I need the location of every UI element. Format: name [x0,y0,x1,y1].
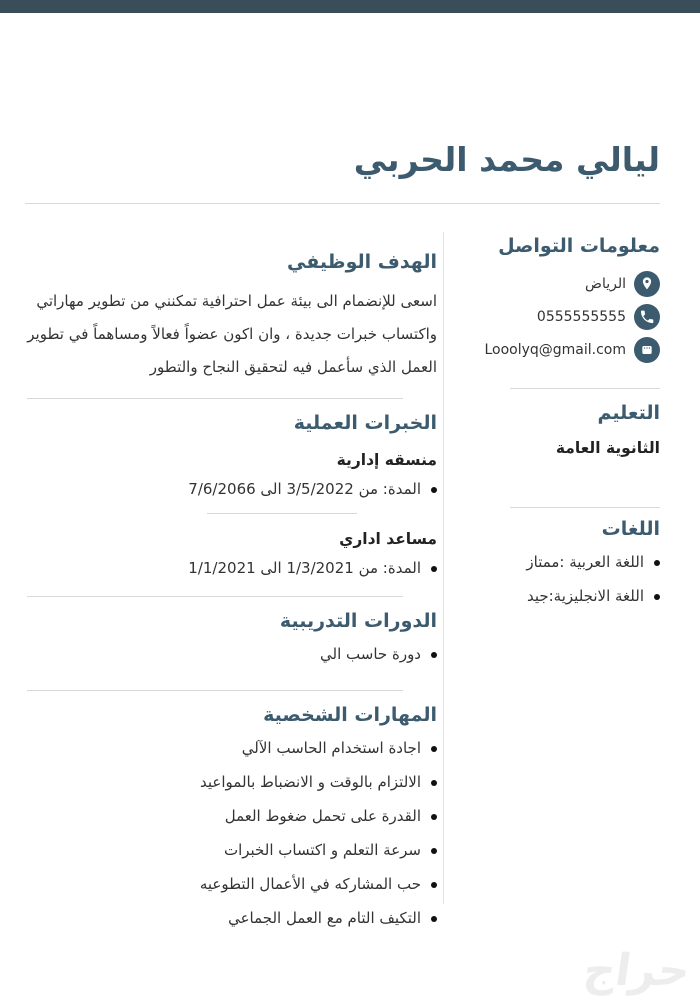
bullet-dot-icon [431,780,437,786]
courses-section-title: الدورات التدريبية [279,610,437,633]
skills-divider [27,690,403,691]
list-item [27,738,437,759]
job-duration: المدة: من 3/5/2022 الى 7/6/2066 [188,480,421,499]
content-columns [0,204,700,942]
job-separator [207,513,357,514]
job-title: مساعد اداري [339,530,437,549]
list-item [463,586,660,607]
contact-row-email [463,337,660,363]
education-divider [510,388,660,389]
skill-item: القدرة على تحمل ضغوط العمل [224,806,421,825]
contact-phone-text: 0555555555 [536,308,626,325]
bullet-dot-icon [654,560,660,566]
skills-list [27,738,437,929]
location-pin-icon [634,271,660,297]
bullet-dot-icon [431,487,437,493]
education-section-title: التعليم [597,401,660,424]
bullet-dot-icon [431,814,437,820]
bullet-dot-icon [431,566,437,572]
skill-item: اجادة استخدام الحاسب الآلي [241,738,421,757]
list-item [27,840,437,861]
job-duration: المدة: من 1/3/2021 الى 1/1/2021 [188,559,421,578]
list-item [27,644,437,665]
languages-list [463,552,660,607]
haraj-watermark: حراج [580,945,694,996]
education-degree: الثانوية العامة [555,439,660,458]
experience-divider [27,398,403,399]
contact-section-title: معلومات التواصل [498,234,660,257]
bullet-dot-icon [431,652,437,658]
experience-section-title: الخبرات العملية [293,411,437,434]
job-title: منسقه إدارية [336,451,437,470]
course-item: دورة حاسب الي [320,645,421,663]
skill-item: الالتزام بالوقت و الانضباط بالمواعيد [200,772,421,791]
bullet-dot-icon [431,848,437,854]
list-item [27,874,437,895]
list-item [27,772,437,793]
candidate-name: ليالي محمد الحربي [353,140,660,179]
column-divider [443,232,444,904]
main-column [0,204,443,942]
list-item [27,479,437,500]
list-item [27,806,437,827]
courses-list [27,644,437,665]
list-item [27,908,437,929]
objective-text: اسعى للإنضمام الى بيئة عمل احترافية تمكنني من تطوير مهاراتي واكتساب خبرات جديدة ، وان اكون عضواً فعالاً ومساهماً في تطوير العمل الذي سأعمل فيه لتحقيق النجاح والتطور [27,291,437,376]
bullet-dot-icon [431,882,437,888]
bullet-dot-icon [431,916,437,922]
sidebar [443,204,700,620]
language-item: اللغة العربية :ممتاز [526,553,644,571]
languages-divider [510,507,660,508]
list-item [27,558,437,579]
job-duration-list [27,558,437,579]
phone-icon [634,304,660,330]
list-item [463,552,660,573]
contact-email-text: Looolyq@gmail.com [484,341,626,358]
job-duration-list [27,479,437,500]
objective-section-title: الهدف الوظيفي [287,250,437,273]
contact-row-phone [463,304,660,330]
skill-item: سرعة التعلم و اكتساب الخبرات [223,840,421,859]
courses-divider [27,596,403,597]
bullet-dot-icon [431,746,437,752]
contact-list [463,271,660,363]
skill-item: حب المشاركه في الأعمال التطوعيه [199,874,421,893]
language-item: اللغة الانجليزية:جيد [526,587,644,605]
languages-section-title: اللغات [601,518,660,541]
email-icon [634,337,660,363]
top-bar [0,0,700,13]
bullet-dot-icon [654,594,660,600]
contact-row-location [463,271,660,297]
skill-item: التكيف التام مع العمل الجماعي [228,908,421,927]
skills-section-title: المهارات الشخصية [263,704,437,726]
contact-location-text: الرياض [585,275,626,292]
